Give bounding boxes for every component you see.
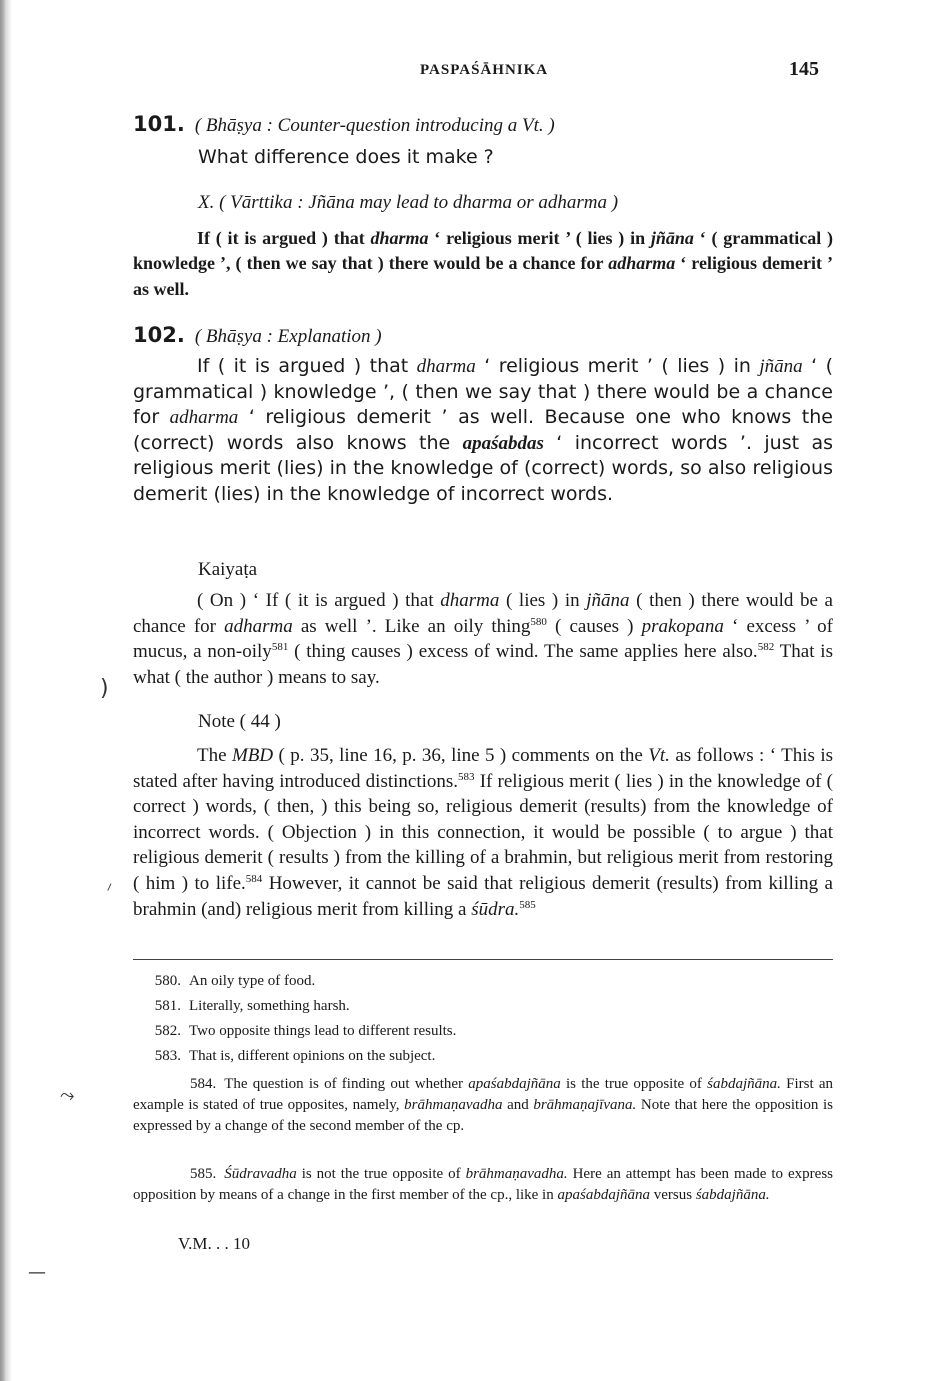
- section-number: 101.: [133, 112, 185, 136]
- section-heading: ( Bhāṣya : Counter-question introducing a Vt. ): [194, 115, 555, 136]
- margin-pen-mark: ⸝: [101, 873, 116, 894]
- section-heading: ( Bhāṣya : Explanation ): [194, 326, 382, 347]
- footnote-583: 583. That is, different opinions on the subject.: [154, 1048, 436, 1064]
- footnote-581: 581. Literally, something harsh.: [154, 998, 350, 1014]
- running-title: PASPAŚĀHNIKA: [420, 62, 549, 78]
- footnote-ref: 585: [519, 898, 536, 911]
- note-text: The MBD ( p. 35, line 16, p. 36, line 5 ) comments on the Vt. as follows : ‘ This is stated after having introduced distinctions.$^{583}$ If religious merit ( lies ) in the knowledge of ( correct ) words, ( then, ) this being so, religious demerit (results) from the knowledge of incorrect words. ( Objection ) in this connection, it would be possible ( to argue ) that religious demerit ( results ) from the killing of a brahmin, but religious merit from restoring ( him ) to life.$^{584}$ However, it cannot be said that religious demerit (results) from killing a brahmin (and) religious merit from killing a śūdra.$^{585}$: [133, 745, 833, 920]
- footnote-580: 580. An oily type of food.: [154, 973, 316, 989]
- footnote-ref: 580: [530, 615, 547, 628]
- footnote-582: 582. Two opposite things lead to different results.: [154, 1023, 457, 1039]
- footnote-ref: 584: [245, 872, 263, 885]
- varttika-heading: X. ( Vārttika : Jñāna may lead to dharma or adharma ): [198, 192, 619, 213]
- varttika-text: If ( it is argued ) that dharma ‘ religious merit ’ ( lies ) in jñāna ‘ ( grammatical ) knowledge ’, ( then we say that ) there would be a chance for adharma ‘ religious demerit ’ as well.: [133, 228, 833, 299]
- footnote-585: 585. Śūdravadha is not the true opposite of brāhmaṇavadha. Here an attempt has been made to express opposition by means of a change in the first member of the cp., like in apaśabdajñāna versus śabdajñāna.: [133, 1166, 833, 1203]
- footnote-ref: 581: [271, 641, 289, 654]
- footnote-ref: 583: [458, 770, 475, 783]
- bhasya-question: What difference does it make ?: [198, 146, 494, 168]
- footnote-ref: 582: [757, 641, 775, 654]
- footnote-584: 584. The question is of finding out whether apaśabdajñāna is the true opposite of śabdajñāna. First an example is stated of true opposites, namely, brāhmaṇavadha and brāhmaṇajīvana. Note that here the opposition is expressed by a change of the second member of the cp.: [133, 1076, 834, 1134]
- printer-signature: V.M. . . 10: [178, 1234, 250, 1253]
- kaiyata-text: ( On ) ‘ If ( it is argued ) that dharma ( lies ) in jñāna ( then ) there would be a chance for adharma as well ’. Like an oily thing$^{580}$ ( causes ) prakopana ‘ excess ’ of mucus, a non-oily$^{581}$ ( thing causes ) excess of wind. The same applies here also.$^{582}$ That is what ( the author ) means to say.: [133, 590, 833, 688]
- footnote-divider: [133, 959, 833, 960]
- margin-bracket-mark: ): [100, 676, 109, 701]
- page-number: 145: [789, 58, 819, 80]
- binding-shadow: [0, 0, 12, 1381]
- section-101-title: [133, 112, 833, 137]
- margin-pen-mark: ⤳: [60, 1085, 75, 1106]
- section-102-title: [133, 323, 833, 348]
- margin-pen-mark: —: [28, 1262, 46, 1283]
- note-heading: Note ( 44 ): [198, 711, 281, 732]
- section-102: [133, 323, 833, 348]
- section-102-text: If ( it is argued ) that dharma ‘ religious merit ’ ( lies ) in jñāna ‘ ( grammatical ) knowledge ’, ( then we say that ) there would be a chance for adharma ‘ religious demerit ’ as well. Because one who knows the (correct) words also knows the apaśabdas ‘ incorrect words ’. just as religious merit (lies) in the knowledge of (correct) words, so also religious demerit (lies) in the knowledge of incorrect words.: [133, 355, 834, 505]
- kaiyata-heading: Kaiyaṭa: [198, 559, 258, 580]
- section-101: [133, 112, 833, 137]
- section-number: 102.: [133, 323, 185, 347]
